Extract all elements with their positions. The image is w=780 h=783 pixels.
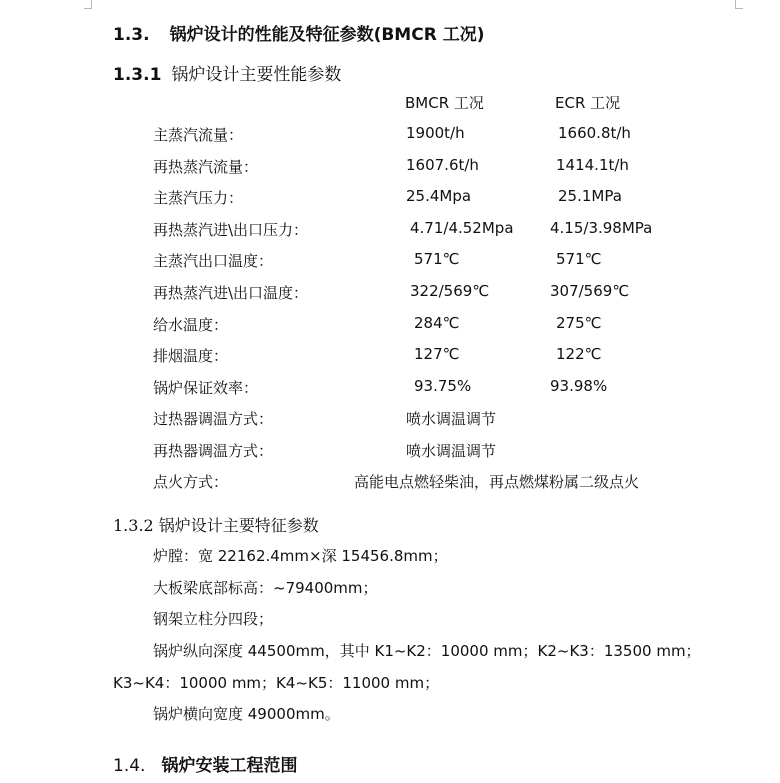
section-1-3-1-title: 锅炉设计主要性能参数 — [171, 65, 342, 85]
method-label: 再热器调温方式： — [153, 442, 274, 460]
performance-row — [0, 282, 780, 306]
performance-label: 锅炉保证效率： — [153, 379, 259, 397]
performance-bmcr-value: 322/569℃ — [410, 282, 490, 300]
performance-ecr-value: 275℃ — [556, 314, 602, 332]
crop-mark-right-horizontal — [735, 8, 743, 9]
performance-row — [0, 345, 780, 369]
section-1-4-heading — [113, 751, 297, 776]
method-value: 喷水调温调节 — [406, 410, 497, 428]
section-1-4-title: 锅炉安装工程范围 — [161, 756, 298, 776]
feature-steel-frame: 钢架立柱分四段； — [153, 610, 274, 628]
performance-bmcr-value: 93.75% — [414, 377, 472, 395]
section-1-3-1-heading — [113, 60, 341, 85]
column-header-bmcr: BMCR 工况 — [405, 94, 484, 112]
performance-bmcr-value: 571℃ — [414, 250, 460, 268]
performance-row — [0, 124, 780, 148]
method-row — [0, 440, 780, 464]
performance-ecr-value: 1660.8t/h — [558, 124, 631, 142]
performance-row — [0, 187, 780, 211]
performance-label: 主蒸汽压力： — [153, 189, 244, 207]
feature-beam-height: 大板梁底部标高：~79400mm； — [153, 579, 378, 597]
performance-ecr-value: 4.15/3.98MPa — [550, 219, 653, 237]
performance-ecr-value: 1414.1t/h — [556, 156, 629, 174]
performance-ecr-value: 307/569℃ — [550, 282, 630, 300]
crop-mark-right-vertical — [735, 0, 736, 8]
performance-row — [0, 377, 780, 401]
performance-bmcr-value: 1607.6t/h — [406, 156, 479, 174]
performance-ecr-value: 571℃ — [556, 250, 602, 268]
feature-furnace: 炉膛：宽 22162.4mm×深 15456.8mm； — [153, 547, 448, 565]
section-1-3-number: 1.3. — [113, 25, 150, 45]
section-1-3-heading — [113, 20, 484, 45]
method-value: 高能电点燃轻柴油，再点燃煤粉属二级点火 — [354, 473, 640, 491]
crop-mark-left-vertical — [91, 0, 92, 8]
performance-ecr-value: 122℃ — [556, 345, 602, 363]
performance-bmcr-value: 25.4Mpa — [406, 187, 472, 205]
performance-ecr-value: 93.98% — [550, 377, 608, 395]
performance-bmcr-value: 284℃ — [414, 314, 460, 332]
performance-label: 再热蒸汽进\出口压力： — [153, 221, 309, 239]
crop-mark-left-horizontal — [84, 8, 92, 9]
feature-width: 锅炉横向宽度 49000mm。 — [153, 705, 340, 723]
section-1-3-title: 锅炉设计的性能及特征参数(BMCR 工况) — [169, 25, 485, 45]
performance-label: 主蒸汽出口温度： — [153, 252, 274, 270]
performance-row — [0, 250, 780, 274]
performance-label: 再热蒸汽流量： — [153, 158, 259, 176]
performance-row — [0, 156, 780, 180]
performance-label: 主蒸汽流量： — [153, 126, 244, 144]
section-1-3-2-heading: 1.3.2 锅炉设计主要特征参数 — [113, 516, 319, 535]
section-1-3-1-number: 1.3.1 — [113, 65, 162, 85]
performance-row — [0, 314, 780, 338]
performance-ecr-value: 25.1MPa — [558, 187, 622, 205]
performance-row — [0, 219, 780, 243]
method-value: 喷水调温调节 — [406, 442, 497, 460]
feature-depth-line-2: K3~K4：10000 mm；K4~K5：11000 mm； — [113, 674, 440, 692]
performance-label: 再热蒸汽进\出口温度： — [153, 284, 309, 302]
section-1-4-number: 1.4. — [113, 756, 146, 776]
performance-label: 排烟温度： — [153, 347, 229, 365]
column-header-ecr: ECR 工况 — [555, 94, 621, 112]
method-row — [0, 408, 780, 432]
performance-bmcr-value: 4.71/4.52Mpa — [410, 219, 514, 237]
method-row — [0, 471, 780, 495]
performance-bmcr-value: 1900t/h — [406, 124, 465, 142]
performance-label: 给水温度： — [153, 316, 229, 334]
performance-bmcr-value: 127℃ — [414, 345, 460, 363]
feature-depth-line-1: 锅炉纵向深度 44500mm，其中 K1~K2：10000 mm；K2~K3：13500 mm； — [153, 642, 701, 660]
method-label: 过热器调温方式： — [153, 410, 274, 428]
method-label: 点火方式： — [153, 473, 229, 491]
